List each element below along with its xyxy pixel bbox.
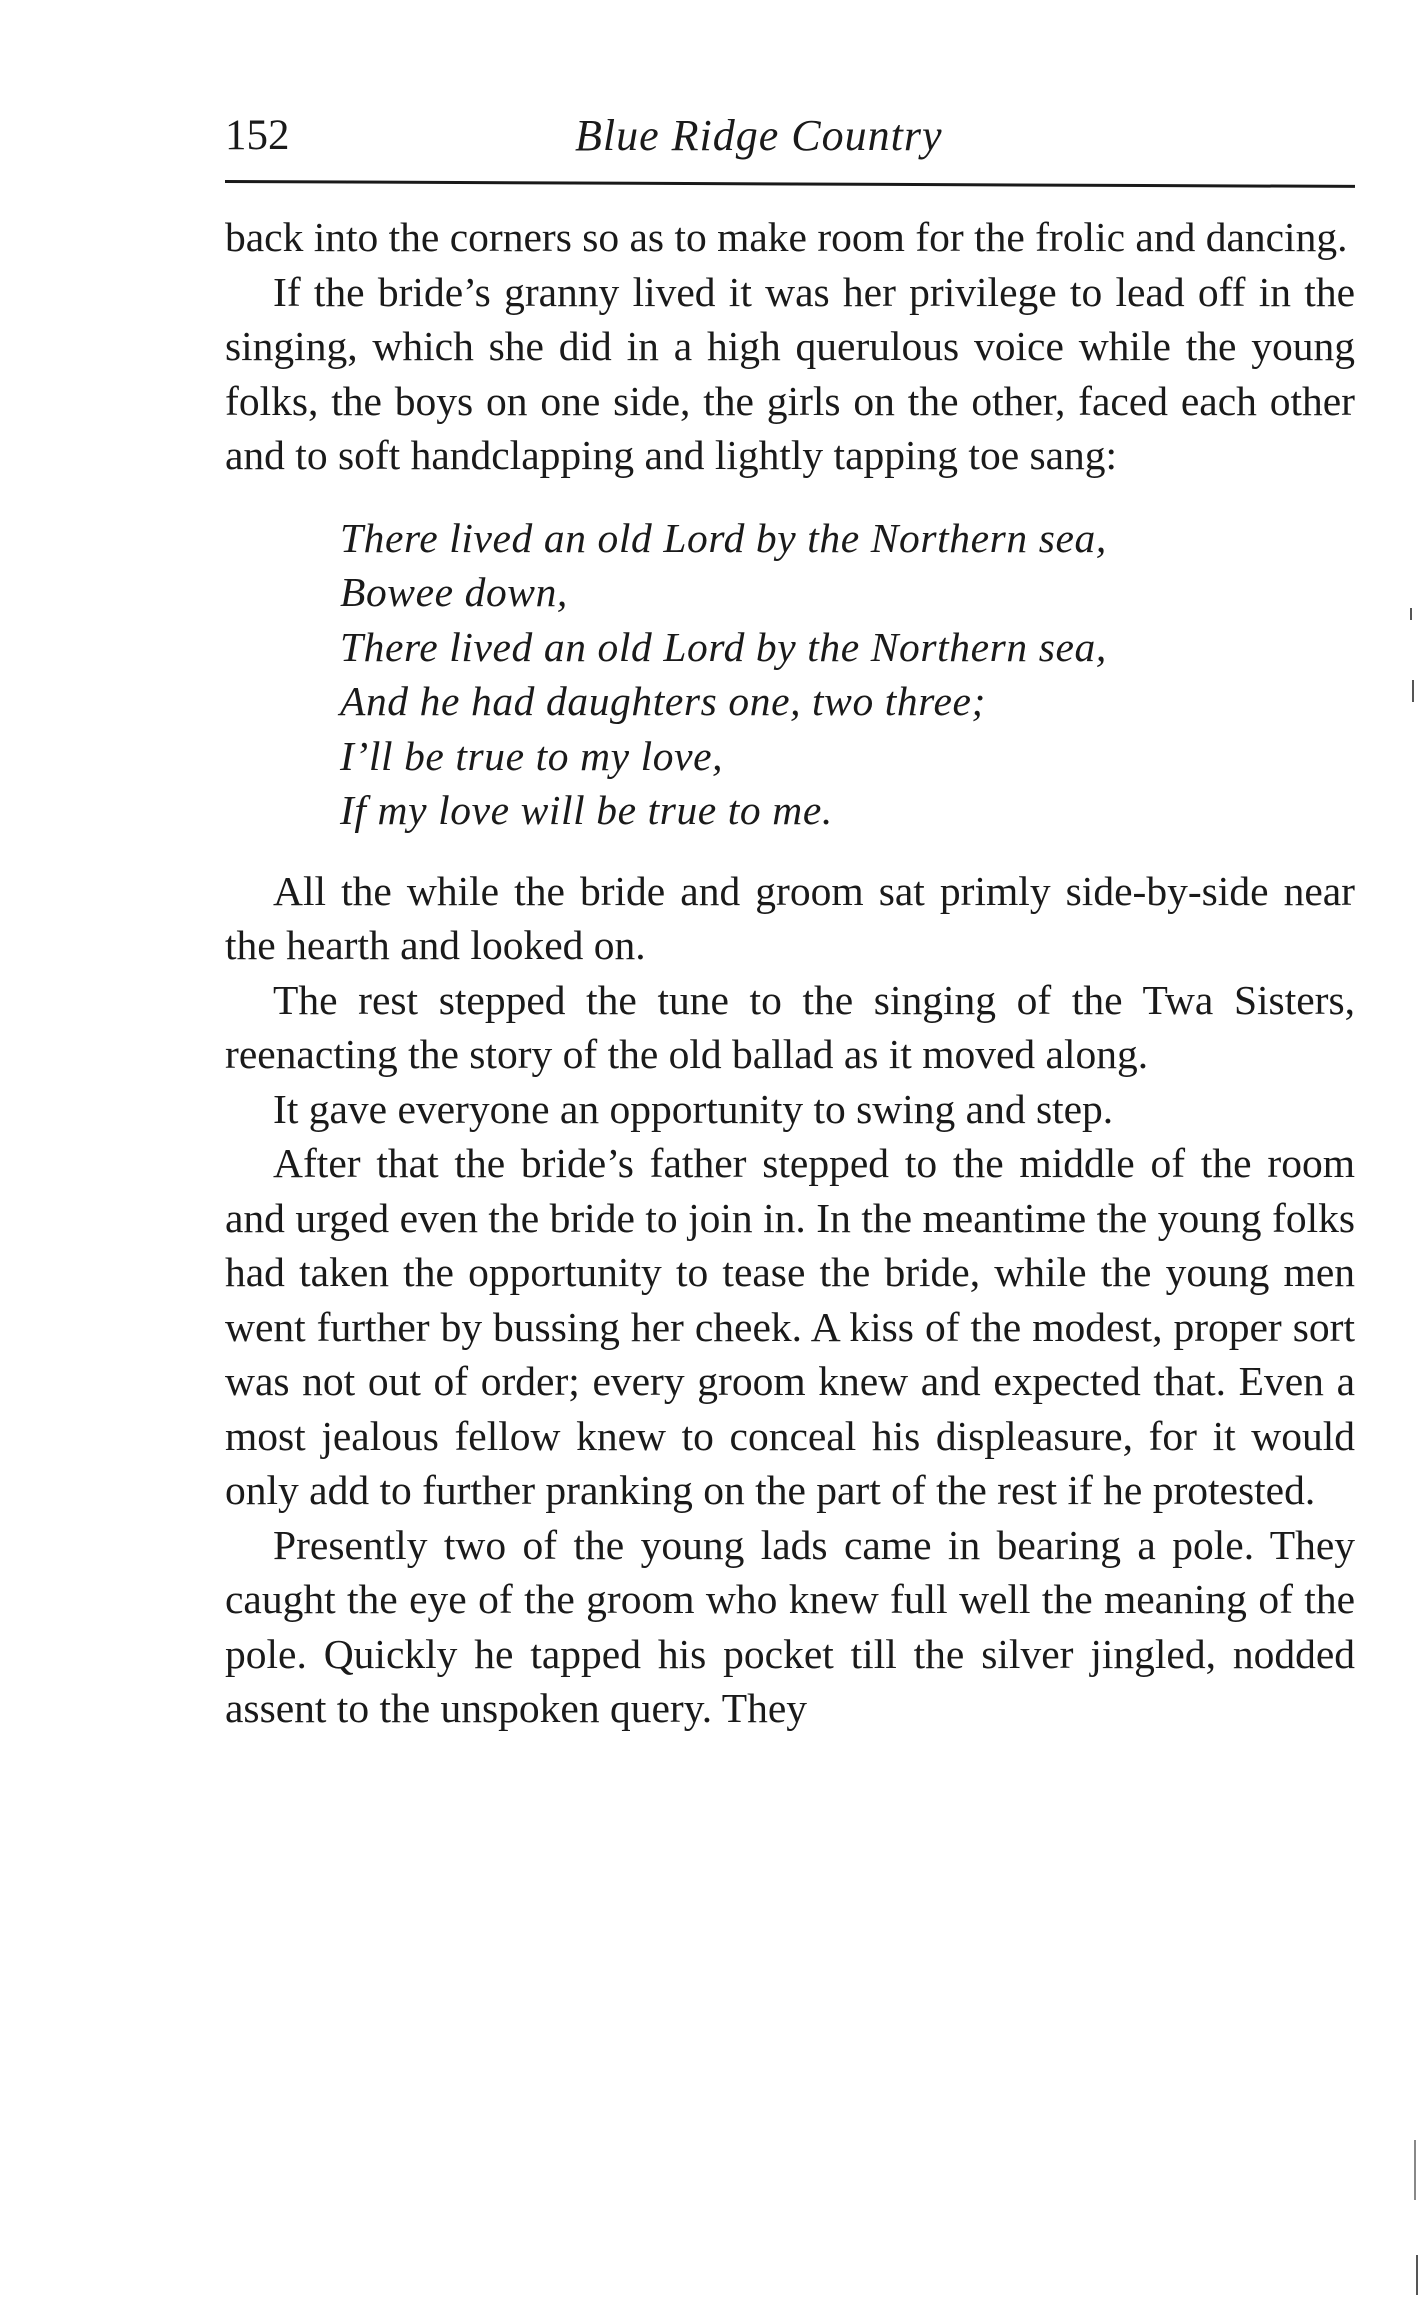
- ballad-verse: [340, 511, 1355, 838]
- paragraph-5: It gave everyone an opportunity to swing and step.: [273, 1085, 1114, 1132]
- verse-line-5: I’ll be true to my love,: [340, 732, 724, 779]
- running-title: Blue Ridge Country: [575, 111, 943, 160]
- header-rule: [225, 180, 1355, 188]
- verse-line-4: And he had daughters one, two three;: [340, 678, 986, 724]
- margin-speck: [1412, 680, 1414, 702]
- paragraph-3: All the while the bride and groom sat primly side-by-side near the hearth and looked on.: [225, 867, 1355, 968]
- page-number: 152: [225, 112, 290, 159]
- verse-line-3: There lived an old Lord by the Northern sea,: [340, 623, 1107, 670]
- paragraph-6: After that the bride’s father stepped to the middle of the room and urged even the bride to join in. In the meantime the young folks had taken the opportunity to tease the bride, while the young men went further by bussing her cheek. A kiss of the modest, proper sort was not out of order; every groom knew and expected that. Even a most jealous fellow knew to conceal his displeasure, for it would only add to further pranking on the part of the rest if he protested.: [225, 1140, 1355, 1513]
- paragraph-2: If the bride’s granny lived it was her privilege to lead off in the singing, which she did in a high querulous voice while the young folks, the boys on one side, the girls on the other, faced each other and to soft handclapping and lightly tapping toe sang:: [225, 268, 1355, 478]
- margin-speck: [1416, 2255, 1418, 2295]
- verse-line-6: If my love will be true to me.: [340, 787, 833, 833]
- margin-speck: [1414, 2140, 1416, 2200]
- body-text: [225, 210, 1355, 1736]
- verse-line-1: There lived an old Lord by the Northern sea,: [340, 514, 1107, 561]
- margin-speck: [1410, 608, 1412, 620]
- verse-line-2: Bowee down,: [340, 569, 568, 615]
- paragraph-1: back into the corners so as to make room for the frolic and dancing.: [225, 214, 1348, 260]
- paragraph-4: The rest stepped the tune to the singing of the Twa Sisters, reenacting the story of the old ballad as it moved along.: [225, 976, 1355, 1077]
- running-head: [225, 100, 1355, 170]
- paragraph-7: Presently two of the young lads came in bearing a pole. They caught the eye of the groom who knew full well the meaning of the pole. Quickly he tapped his pocket till the silver jingled, nodded assent to the unspoken query. They: [225, 1521, 1355, 1731]
